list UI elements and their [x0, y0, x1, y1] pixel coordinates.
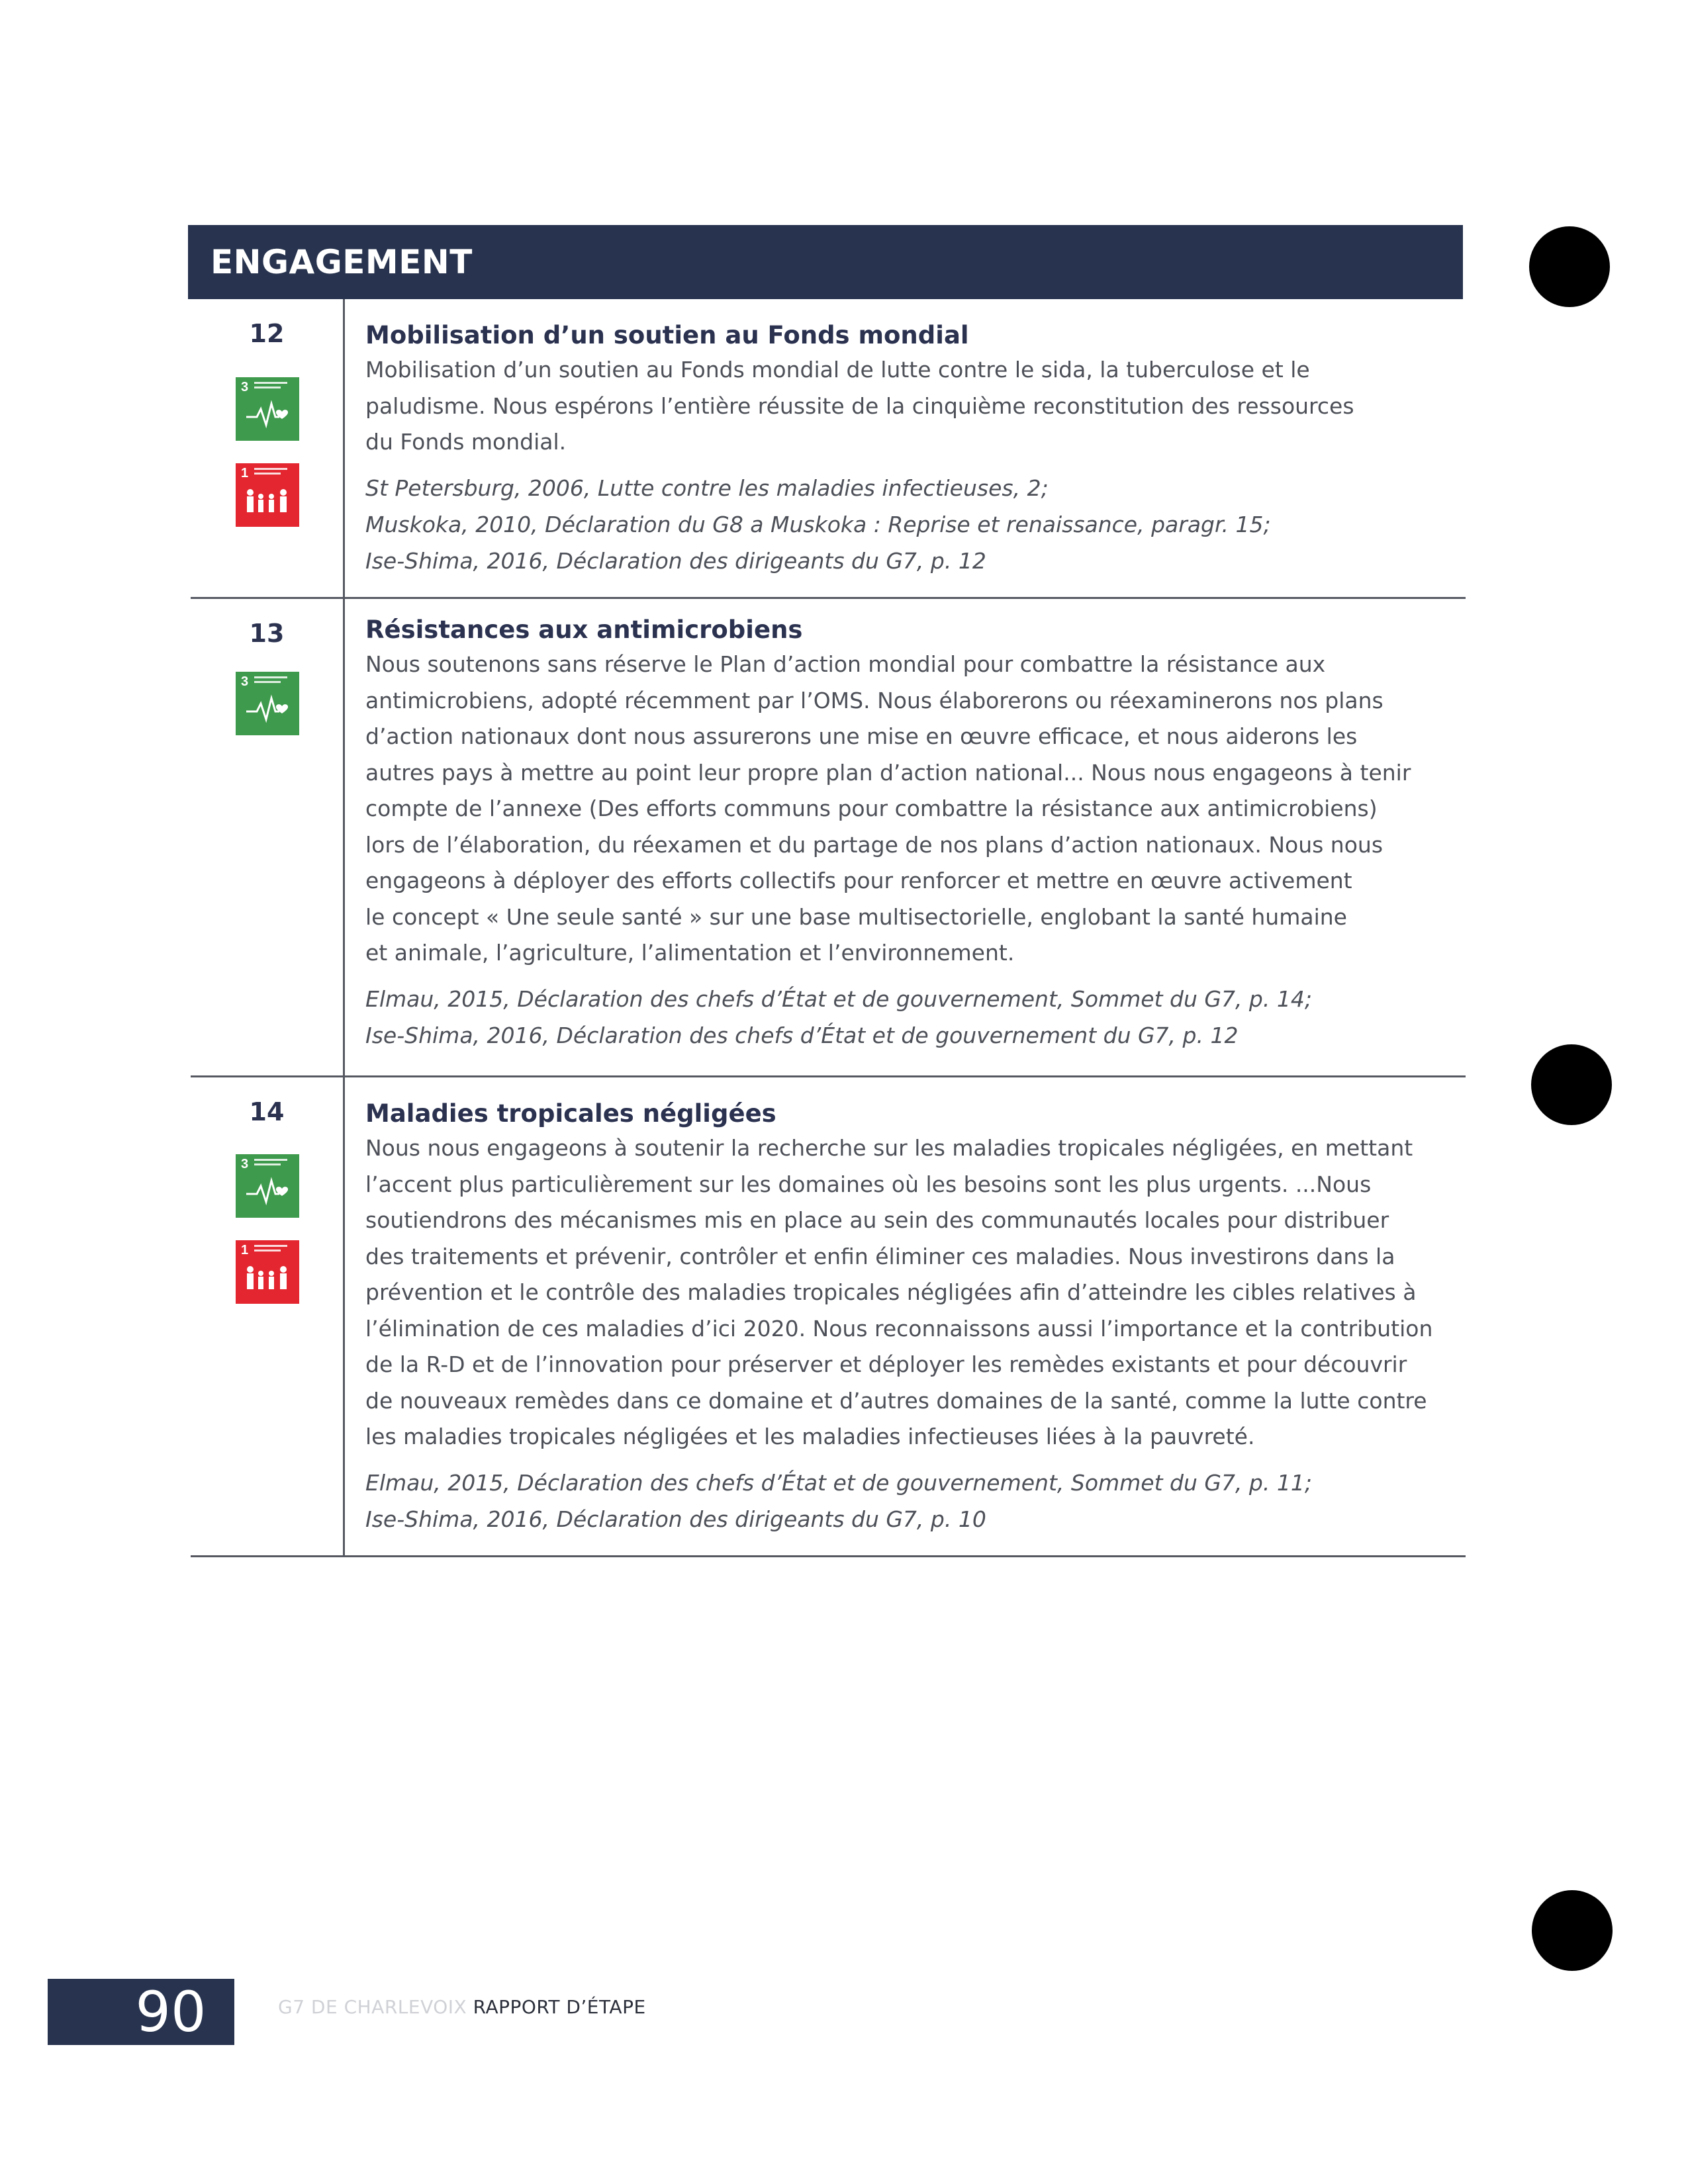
commitment-body: Mobilisation d’un soutien au Fonds mondial de lutte contre le sida, la tuberculose et le paludisme. Nous espérons l’entière réussite de la cinquième reconstitution des ressources du Fonds mondial. [365, 357, 1354, 455]
punch-hole [1529, 226, 1610, 307]
punch-hole [1532, 1890, 1613, 1971]
commitment-content [365, 614, 1439, 1054]
commitments-table [191, 299, 1466, 1557]
commitment-title: Mobilisation d’un soutien au Fonds mondial [365, 321, 969, 349]
commitment-body: Nous nous engageons à soutenir la recherche sur les maladies tropicales négligées, en mettant l’accent plus particulièrement sur les domaines où les besoins sont les plus urgents. ...Nous soutiendrons des mécanismes mis en place au sein des communautés locales pour distribuer des traitements et prévenir, contrôler et enfin éliminer ces maladies. Nous investirons dans la prévention et le contrôle des maladies tropicales négligées afin d’atteindre les cibles relatives à l’élimination de ces maladies d’ici 2020. Nous reconnaissons aussi l’importance et la contribution de la R-D et de l’innovation pour préserver et déployer les remèdes existants et pour découvrir de nouveaux remèdes dans ce domaine et d’autres domaines de la santé, comme la lutte contre les maladies tropicales négligées et les maladies infectieuses liées à la pauvreté. [365, 1135, 1433, 1449]
commitment-title: Résistances aux antimicrobiens [365, 615, 803, 644]
commitment-number: 14 [249, 1097, 285, 1126]
sdg-1-poverty-icon: 1 [236, 463, 299, 527]
footer-faded-text: G7 DE CHARLEVOIX [278, 1996, 467, 2018]
section-header [188, 225, 1463, 299]
sdg-3-health-icon: 3 [236, 1154, 299, 1218]
section-header-title: ENGAGEMENT [211, 243, 473, 281]
commitment-content [365, 1097, 1439, 1537]
commitment-row [191, 599, 1466, 1077]
sdg-3-health-icon: 3 [236, 377, 299, 441]
page-number-box [48, 1979, 234, 2045]
commitment-row [191, 299, 1466, 599]
punch-hole [1531, 1044, 1612, 1125]
commitment-row [191, 1077, 1466, 1557]
page-number: 90 [135, 1979, 207, 2044]
commitment-number-column [191, 1077, 345, 1555]
commitment-number: 13 [249, 619, 285, 648]
footer-running-title [278, 1996, 646, 2018]
footer-report-title: RAPPORT D’ÉTAPE [473, 1996, 646, 2018]
commitment-title: Maladies tropicales négligées [365, 1099, 776, 1128]
commitment-body: Nous soutenons sans réserve le Plan d’action mondial pour combattre la résistance aux antimicrobiens, adopté récemment par l’OMS. Nous élaborerons ou réexaminerons nos plans d’action nationaux dont nous assurerons une mise en œuvre efficace, et nous aiderons les autres pays à mettre au point leur propre plan d’action national... Nous nous engageons à tenir compte de l’annexe (Des efforts communs pour combattre la résistance aux antimicrobiens) lors de l’élaboration, du réexamen et du partage de nos plans d’action nationaux. Nous nous engageons à déployer des efforts collectifs pour renforcer et mettre en œuvre activement le concept « Une seule santé » sur une base multisectorielle, englobant la santé humaine et animale, l’agriculture, l’alimentation et l’environnement. [365, 651, 1411, 966]
commitment-references: Elmau, 2015, Déclaration des chefs d’État et de gouvernement, Sommet du G7, p. 14; Ise-Shima, 2016, Déclaration des chefs d’État et de gouvernement du G7, p. 12 [365, 985, 1312, 1048]
commitment-references: Elmau, 2015, Déclaration des chefs d’État et de gouvernement, Sommet du G7, p. 11; Ise-Shima, 2016, Déclaration des dirigeants du G7, p. 10 [365, 1469, 1312, 1532]
commitment-number: 12 [249, 319, 285, 348]
sdg-1-poverty-icon: 1 [236, 1240, 299, 1304]
commitment-number-column [191, 599, 345, 1075]
sdg-3-health-icon: 3 [236, 672, 299, 735]
commitment-number-column [191, 299, 345, 597]
commitment-references: St Petersburg, 2006, Lutte contre les maladies infectieuses, 2; Muskoka, 2010, Déclaration du G8 a Muskoka : Reprise et renaissance, paragr. 15; Ise-Shima, 2016, Déclaration des dirigeants du G7, p. 12 [365, 475, 1271, 574]
commitment-content [365, 319, 1439, 579]
